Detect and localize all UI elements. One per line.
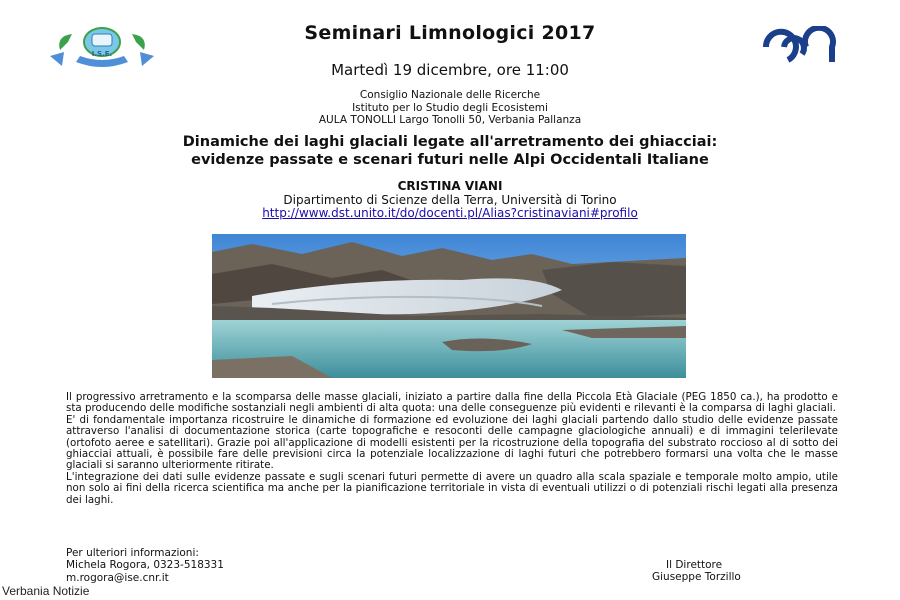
glacier-lake-image xyxy=(212,234,686,378)
contact-heading: Per ulteriori informazioni: xyxy=(66,547,199,559)
contact-person: Michela Rogora, 0323-518331 xyxy=(66,559,224,572)
talk-title-line: Dinamiche dei laghi glaciali legate all'arretramento dei ghiacciai: xyxy=(182,134,718,150)
glacier-lake-photo xyxy=(212,234,686,378)
venue-line: AULA TONOLLI Largo Tonolli 50, Verbania Pallanza xyxy=(318,114,582,126)
event-date: Martedì 19 dicembre, ore 11:00 xyxy=(331,61,569,79)
director-role: Il Direttore xyxy=(666,559,723,571)
abstract-paragraph: E' di fondamentale importanza ricostruire le dinamiche di formazione ed evoluzione dei laghi glaciali partendo dallo studio delle evidenze passate attraverso l'analisi di documentazione storica (carte topografiche e resoconti delle campagne glaciologiche annuali) e di immagini telerilevate (ortofoto aeree e satellitari). Grazie poi all'applicazione di modelli esistenti per la ricostruzione della topografia del substrato roccioso al di sotto dei ghiacciai attuali, è possibile fare delle previsioni circa la potenziale localizzazione di laghi futuri che potrebbero formarsi una volta che le masse glaciali si saranno ulteriormente ritirate. xyxy=(66,413,838,472)
director-name: Giuseppe Torzillo xyxy=(652,571,741,584)
organizer-line: Istituto per lo Studio degli Ecosistemi xyxy=(352,101,548,114)
abstract xyxy=(66,392,838,506)
speaker-block xyxy=(0,180,900,221)
speaker-name: CRISTINA VIANI xyxy=(397,179,503,193)
source-watermark: Verbania Notizie xyxy=(2,584,90,598)
talk-title-line: evidenze passate e scenari futuri nelle Alpi Occidentali Italiane xyxy=(191,152,709,168)
contact-email[interactable]: m.rogora@ise.cnr.it xyxy=(66,571,169,584)
abstract-paragraph: L'integrazione dei dati sulle evidenze passate e sugli scenari futuri permette di avere un quadro alla scala spaziale e temporale molto ampio, utile non solo ai fini della ricerca scientifica ma anche per la pianificazione territoriale in vista di eventuali utilizzi o di potenziali rischi legati alla presenza dei laghi. xyxy=(66,470,838,506)
talk-title xyxy=(0,133,900,169)
organizer-block xyxy=(0,89,900,127)
organizer-line: Consiglio Nazionale delle Ricerche xyxy=(359,89,541,101)
speaker-affiliation: Dipartimento di Scienze della Terra, Università di Torino xyxy=(283,192,617,207)
abstract-paragraph: Il progressivo arretramento e la scomparsa delle masse glaciali, iniziato a partire dalla fine della Piccola Età Glaciale (PEG 1850 ca.), ha prodotto e sta producendo delle modifiche sostanziali negli ambienti di alta quota: una delle conseguenze più evidenti e rilevanti è la comparsa di laghi glaciali. xyxy=(66,391,838,415)
contact-info xyxy=(66,547,224,584)
ise-logo-text: I.S.E. xyxy=(91,50,113,58)
speaker-profile-link[interactable]: http://www.dst.unito.it/do/docenti.pl/Alias?cristinaviani#profilo xyxy=(262,206,638,220)
director-signature xyxy=(652,559,741,584)
event-series-title: Seminari Limnologici 2017 xyxy=(304,22,596,44)
